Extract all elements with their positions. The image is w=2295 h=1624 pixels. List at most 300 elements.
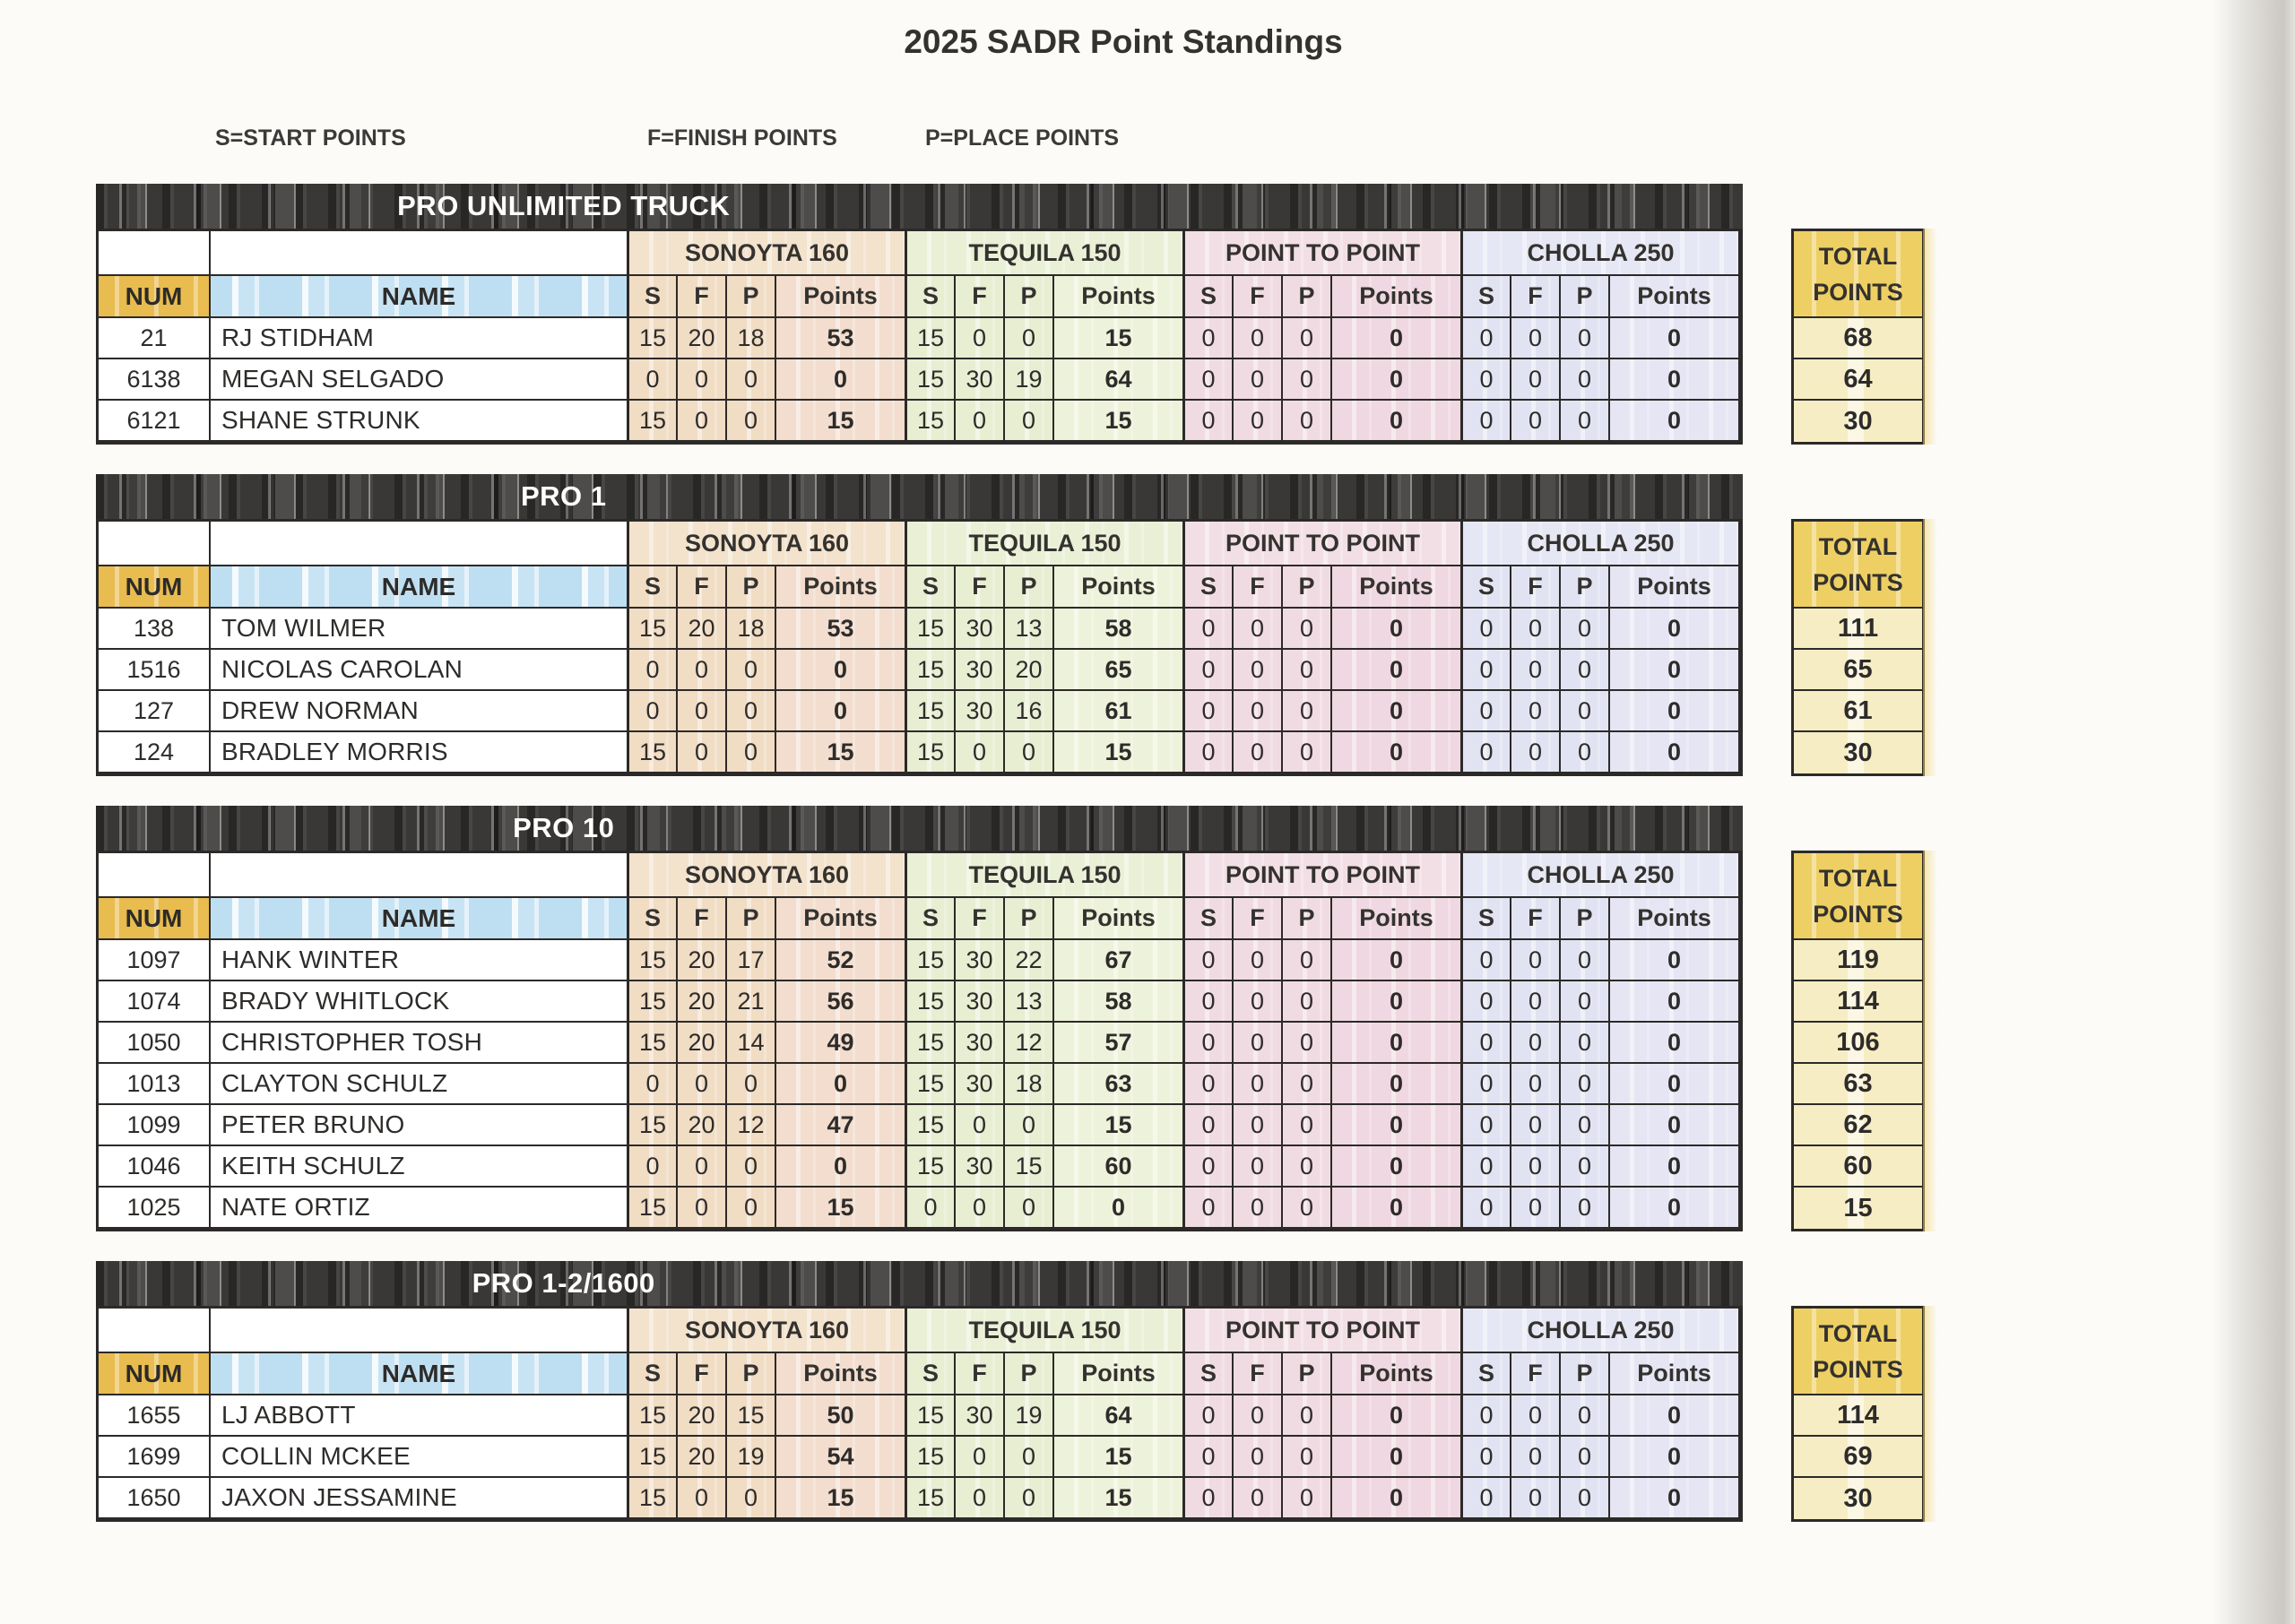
- race-points-cell: 0: [1610, 609, 1740, 650]
- race-points-cell: 0: [1332, 359, 1462, 401]
- points-grid: [96, 519, 1743, 776]
- race-score-cell: 30: [956, 1023, 1005, 1064]
- score-column-header: F: [956, 566, 1005, 609]
- race-score-cell: 0: [1184, 650, 1234, 691]
- score-column-header: Points: [1610, 276, 1740, 318]
- race-score-cell: 20: [678, 1395, 727, 1437]
- race-score-cell: 30: [956, 940, 1005, 981]
- race-score-cell: 0: [1561, 1064, 1610, 1105]
- score-column-header: S: [906, 1353, 956, 1395]
- race-score-cell: 0: [1234, 732, 1283, 773]
- score-column-header: Points: [1610, 566, 1740, 609]
- score-column-header: Points: [1332, 898, 1462, 940]
- race-score-cell: 30: [956, 359, 1005, 401]
- race-title: TEQUILA 150: [906, 1309, 1184, 1353]
- total-points-header: [1794, 522, 1922, 609]
- score-column-header: P: [1561, 276, 1610, 318]
- race-points-cell: 0: [1610, 359, 1740, 401]
- standings-tables: [96, 184, 1979, 1551]
- num-cell: 21: [99, 318, 211, 359]
- score-column-header: F: [1511, 276, 1561, 318]
- race-score-cell: 0: [1561, 609, 1610, 650]
- race-score-cell: 0: [1462, 1188, 1511, 1229]
- num-column-header: NUM: [99, 276, 211, 318]
- race-score-cell: 0: [1283, 318, 1332, 359]
- name-cell: BRADLEY MORRIS: [211, 732, 628, 773]
- score-column-header: S: [1184, 898, 1234, 940]
- race-score-cell: 0: [1511, 1395, 1561, 1437]
- race-score-cell: 16: [1005, 691, 1054, 732]
- name-cell: PETER BRUNO: [211, 1105, 628, 1146]
- score-column-header: F: [956, 898, 1005, 940]
- race-points-cell: 0: [1610, 732, 1740, 773]
- num-cell: 1046: [99, 1146, 211, 1188]
- name-cell: CHRISTOPHER TOSH: [211, 1023, 628, 1064]
- race-score-cell: 0: [956, 1105, 1005, 1146]
- race-title: POINT TO POINT: [1184, 853, 1462, 898]
- score-column-header: S: [906, 276, 956, 318]
- total-points-cell: 65: [1794, 650, 1922, 691]
- race-score-cell: 0: [1511, 1478, 1561, 1519]
- race-points-cell: 0: [776, 650, 906, 691]
- total-points-cell: 30: [1794, 1478, 1922, 1519]
- race-score-cell: 0: [1184, 981, 1234, 1023]
- race-score-cell: 14: [727, 1023, 776, 1064]
- score-column-header: S: [1462, 276, 1511, 318]
- total-header-line2: POINTS: [1813, 900, 1903, 928]
- race-score-cell: 0: [1234, 1188, 1283, 1229]
- race-score-cell: 0: [1511, 732, 1561, 773]
- race-points-cell: 53: [776, 609, 906, 650]
- race-score-cell: 0: [1283, 1146, 1332, 1188]
- race-points-cell: 53: [776, 318, 906, 359]
- race-score-cell: 0: [1184, 732, 1234, 773]
- race-score-cell: 0: [956, 318, 1005, 359]
- total-header-line1: TOTAL: [1818, 1319, 1898, 1347]
- race-score-cell: 21: [727, 981, 776, 1023]
- race-score-cell: 0: [1462, 1064, 1511, 1105]
- race-title: SONOYTA 160: [628, 231, 906, 276]
- race-score-cell: 0: [1234, 1437, 1283, 1478]
- score-column-header: F: [1234, 1353, 1283, 1395]
- total-header-line1: TOTAL: [1818, 864, 1898, 892]
- total-points-cell: 60: [1794, 1146, 1922, 1188]
- race-score-cell: 0: [1511, 609, 1561, 650]
- race-title: POINT TO POINT: [1184, 522, 1462, 566]
- score-column-header: F: [1511, 1353, 1561, 1395]
- race-score-cell: 0: [727, 650, 776, 691]
- race-score-cell: 20: [678, 609, 727, 650]
- race-points-cell: 0: [1610, 1146, 1740, 1188]
- race-score-cell: 18: [1005, 1064, 1054, 1105]
- total-header-line1: TOTAL: [1818, 532, 1898, 560]
- race-score-cell: 0: [1283, 691, 1332, 732]
- race-score-cell: 0: [1511, 359, 1561, 401]
- score-column-header: P: [727, 276, 776, 318]
- race-score-cell: 0: [678, 1478, 727, 1519]
- total-header-line2: POINTS: [1813, 278, 1903, 306]
- race-score-cell: 15: [906, 1146, 956, 1188]
- class-header-bar: [96, 184, 1743, 229]
- name-cell: LJ ABBOTT: [211, 1395, 628, 1437]
- race-score-cell: 0: [1184, 1437, 1234, 1478]
- points-grid: [96, 1306, 1743, 1522]
- race-score-cell: 0: [1511, 650, 1561, 691]
- total-points-header: [1794, 853, 1922, 940]
- race-score-cell: 0: [1561, 1188, 1610, 1229]
- total-points-header: [1794, 1309, 1922, 1395]
- race-score-cell: 15: [628, 732, 678, 773]
- race-points-cell: 0: [1332, 1478, 1462, 1519]
- name-cell: BRADY WHITLOCK: [211, 981, 628, 1023]
- race-points-cell: 15: [776, 1188, 906, 1229]
- name-column-header: NAME: [211, 566, 628, 609]
- race-points-cell: 0: [1332, 609, 1462, 650]
- score-column-header: P: [1005, 1353, 1054, 1395]
- class-name-label: PRO 1: [520, 480, 607, 512]
- total-points-cell: 61: [1794, 691, 1922, 732]
- race-points-cell: 15: [776, 401, 906, 442]
- num-column-header: NUM: [99, 1353, 211, 1395]
- race-score-cell: 0: [1511, 318, 1561, 359]
- race-score-cell: 15: [906, 318, 956, 359]
- race-score-cell: 20: [678, 940, 727, 981]
- score-column-header: F: [678, 898, 727, 940]
- name-cell: NICOLAS CAROLAN: [211, 650, 628, 691]
- name-cell: KEITH SCHULZ: [211, 1146, 628, 1188]
- score-column-header: Points: [1054, 276, 1184, 318]
- race-score-cell: 30: [956, 1146, 1005, 1188]
- race-points-cell: 0: [1610, 1478, 1740, 1519]
- score-column-header: S: [628, 276, 678, 318]
- race-points-cell: 0: [1610, 1188, 1740, 1229]
- race-score-cell: 12: [1005, 1023, 1054, 1064]
- race-score-cell: 15: [628, 1478, 678, 1519]
- total-points-cell: 64: [1794, 359, 1922, 401]
- total-points-cell: 119: [1794, 940, 1922, 981]
- race-score-cell: 0: [628, 650, 678, 691]
- name-column-header: NAME: [211, 1353, 628, 1395]
- race-points-cell: 57: [1054, 1023, 1184, 1064]
- score-column-header: S: [906, 898, 956, 940]
- race-score-cell: 0: [1561, 1105, 1610, 1146]
- score-column-header: Points: [776, 566, 906, 609]
- race-points-cell: 0: [1610, 940, 1740, 981]
- spacer-cell-num: [99, 853, 211, 898]
- race-score-cell: 15: [628, 609, 678, 650]
- race-points-cell: 0: [1610, 691, 1740, 732]
- race-points-cell: 0: [1332, 732, 1462, 773]
- score-column-header: Points: [1054, 566, 1184, 609]
- race-score-cell: 0: [1234, 318, 1283, 359]
- race-score-cell: 0: [1462, 1478, 1511, 1519]
- race-score-cell: 0: [1561, 981, 1610, 1023]
- race-points-cell: 15: [776, 1478, 906, 1519]
- race-points-cell: 0: [1332, 1188, 1462, 1229]
- score-column-header: P: [1561, 1353, 1610, 1395]
- race-points-cell: 58: [1054, 981, 1184, 1023]
- total-points-cell: 63: [1794, 1064, 1922, 1105]
- score-column-header: S: [1462, 898, 1511, 940]
- race-score-cell: 0: [1561, 1437, 1610, 1478]
- race-score-cell: 0: [1462, 940, 1511, 981]
- num-cell: 1099: [99, 1105, 211, 1146]
- race-points-cell: 0: [1610, 1023, 1740, 1064]
- race-points-cell: 0: [1332, 691, 1462, 732]
- race-score-cell: 0: [1462, 318, 1511, 359]
- total-points-block: [1791, 229, 1925, 445]
- num-cell: 1655: [99, 1395, 211, 1437]
- race-score-cell: 0: [1283, 401, 1332, 442]
- race-score-cell: 0: [727, 732, 776, 773]
- race-score-cell: 0: [1234, 1478, 1283, 1519]
- race-score-cell: 0: [678, 1188, 727, 1229]
- race-score-cell: 0: [1511, 401, 1561, 442]
- race-title: TEQUILA 150: [906, 522, 1184, 566]
- spacer-cell-name: [211, 231, 628, 276]
- race-score-cell: 0: [1511, 1437, 1561, 1478]
- score-column-header: S: [906, 566, 956, 609]
- race-score-cell: 0: [1283, 981, 1332, 1023]
- race-title: POINT TO POINT: [1184, 1309, 1462, 1353]
- race-points-cell: 0: [1332, 401, 1462, 442]
- race-points-cell: 15: [1054, 1437, 1184, 1478]
- total-points-block: [1791, 519, 1925, 776]
- race-score-cell: 0: [1462, 981, 1511, 1023]
- spacer-cell-num: [99, 1309, 211, 1353]
- score-column-header: Points: [776, 898, 906, 940]
- race-points-cell: 50: [776, 1395, 906, 1437]
- name-cell: TOM WILMER: [211, 609, 628, 650]
- score-column-header: Points: [776, 276, 906, 318]
- race-score-cell: 0: [956, 401, 1005, 442]
- race-score-cell: 15: [628, 1395, 678, 1437]
- scan-edge-shadow: [2213, 0, 2295, 1624]
- race-score-cell: 0: [1511, 1023, 1561, 1064]
- race-score-cell: 30: [956, 981, 1005, 1023]
- race-points-cell: 0: [1332, 981, 1462, 1023]
- legend-start-points: S=START POINTS: [215, 125, 406, 151]
- race-points-cell: 0: [1610, 650, 1740, 691]
- name-cell: COLLIN MCKEE: [211, 1437, 628, 1478]
- class-header-bar: [96, 1261, 1743, 1306]
- race-points-cell: 0: [1332, 1105, 1462, 1146]
- race-score-cell: 30: [956, 650, 1005, 691]
- race-score-cell: 0: [1283, 1105, 1332, 1146]
- race-score-cell: 0: [1234, 1395, 1283, 1437]
- race-score-cell: 0: [1234, 401, 1283, 442]
- race-score-cell: 0: [628, 1146, 678, 1188]
- class-standings-section: [96, 806, 1979, 1231]
- race-score-cell: 0: [1462, 1105, 1511, 1146]
- race-score-cell: 0: [1184, 1146, 1234, 1188]
- score-column-header: Points: [1054, 1353, 1184, 1395]
- name-cell: DREW NORMAN: [211, 691, 628, 732]
- name-cell: CLAYTON SCHULZ: [211, 1064, 628, 1105]
- race-score-cell: 0: [678, 1146, 727, 1188]
- name-cell: HANK WINTER: [211, 940, 628, 981]
- race-points-cell: 64: [1054, 1395, 1184, 1437]
- race-score-cell: 13: [1005, 609, 1054, 650]
- race-points-cell: 61: [1054, 691, 1184, 732]
- race-score-cell: 0: [1283, 1478, 1332, 1519]
- total-points-cell: 30: [1794, 732, 1922, 773]
- race-score-cell: 30: [956, 691, 1005, 732]
- race-score-cell: 0: [956, 732, 1005, 773]
- score-column-header: F: [956, 1353, 1005, 1395]
- score-column-header: Points: [1332, 566, 1462, 609]
- legend-finish-points: F=FINISH POINTS: [647, 125, 837, 151]
- score-column-header: P: [727, 1353, 776, 1395]
- race-score-cell: 0: [1561, 1395, 1610, 1437]
- race-score-cell: 0: [1283, 1395, 1332, 1437]
- race-score-cell: 0: [1511, 981, 1561, 1023]
- race-score-cell: 0: [678, 650, 727, 691]
- race-score-cell: 0: [1184, 1395, 1234, 1437]
- race-points-cell: 0: [776, 691, 906, 732]
- race-score-cell: 19: [1005, 1395, 1054, 1437]
- race-points-cell: 64: [1054, 359, 1184, 401]
- race-points-cell: 0: [1610, 1064, 1740, 1105]
- race-score-cell: 22: [1005, 940, 1054, 981]
- race-score-cell: 20: [678, 1023, 727, 1064]
- race-title: CHOLLA 250: [1462, 522, 1740, 566]
- num-cell: 124: [99, 732, 211, 773]
- race-score-cell: 30: [956, 1395, 1005, 1437]
- race-score-cell: 0: [1462, 732, 1511, 773]
- total-header-line1: TOTAL: [1818, 242, 1898, 270]
- name-cell: NATE ORTIZ: [211, 1188, 628, 1229]
- race-score-cell: 15: [628, 1437, 678, 1478]
- race-points-cell: 56: [776, 981, 906, 1023]
- race-score-cell: 20: [678, 1105, 727, 1146]
- race-score-cell: 0: [1283, 1064, 1332, 1105]
- score-column-header: F: [1511, 566, 1561, 609]
- race-score-cell: 12: [727, 1105, 776, 1146]
- race-points-cell: 15: [1054, 318, 1184, 359]
- score-column-header: Points: [1332, 1353, 1462, 1395]
- class-standings-section: [96, 184, 1979, 445]
- spacer-cell-num: [99, 522, 211, 566]
- race-points-cell: 0: [1332, 1146, 1462, 1188]
- race-score-cell: 15: [628, 318, 678, 359]
- score-column-header: S: [628, 566, 678, 609]
- score-column-header: F: [1511, 898, 1561, 940]
- race-points-cell: 15: [1054, 1478, 1184, 1519]
- race-score-cell: 15: [906, 1105, 956, 1146]
- race-title: SONOYTA 160: [628, 853, 906, 898]
- race-score-cell: 15: [628, 1023, 678, 1064]
- race-points-cell: 0: [1610, 1395, 1740, 1437]
- race-score-cell: 0: [956, 1478, 1005, 1519]
- race-points-cell: 0: [1610, 318, 1740, 359]
- race-title: TEQUILA 150: [906, 853, 1184, 898]
- race-score-cell: 19: [727, 1437, 776, 1478]
- race-score-cell: 0: [1234, 981, 1283, 1023]
- race-score-cell: 0: [1462, 359, 1511, 401]
- race-score-cell: 0: [1511, 1105, 1561, 1146]
- score-column-header: S: [1184, 1353, 1234, 1395]
- race-score-cell: 15: [727, 1395, 776, 1437]
- total-points-block: [1791, 1306, 1925, 1522]
- score-column-header: P: [727, 566, 776, 609]
- race-score-cell: 0: [1462, 1395, 1511, 1437]
- score-column-header: F: [1234, 276, 1283, 318]
- race-score-cell: 0: [1005, 1188, 1054, 1229]
- num-cell: 1050: [99, 1023, 211, 1064]
- total-points-cell: 30: [1794, 401, 1922, 442]
- race-title: CHOLLA 250: [1462, 231, 1740, 276]
- race-score-cell: 0: [1234, 940, 1283, 981]
- race-score-cell: 19: [1005, 359, 1054, 401]
- race-points-cell: 0: [1332, 1023, 1462, 1064]
- race-score-cell: 0: [727, 1064, 776, 1105]
- score-column-header: P: [1283, 1353, 1332, 1395]
- class-header-bar: [96, 474, 1743, 519]
- race-points-cell: 67: [1054, 940, 1184, 981]
- race-score-cell: 0: [1283, 1437, 1332, 1478]
- race-score-cell: 0: [1234, 1105, 1283, 1146]
- race-score-cell: 18: [727, 609, 776, 650]
- race-score-cell: 0: [1234, 691, 1283, 732]
- race-score-cell: 0: [1561, 1478, 1610, 1519]
- race-points-cell: 52: [776, 940, 906, 981]
- score-column-header: P: [1283, 276, 1332, 318]
- race-score-cell: 0: [1005, 732, 1054, 773]
- race-score-cell: 0: [1005, 1105, 1054, 1146]
- num-cell: 1013: [99, 1064, 211, 1105]
- race-score-cell: 0: [1511, 1146, 1561, 1188]
- num-cell: 1516: [99, 650, 211, 691]
- race-score-cell: 0: [1005, 318, 1054, 359]
- race-points-cell: 0: [776, 359, 906, 401]
- race-points-cell: 15: [776, 732, 906, 773]
- race-points-cell: 54: [776, 1437, 906, 1478]
- race-score-cell: 15: [906, 359, 956, 401]
- score-column-header: P: [1005, 566, 1054, 609]
- class-name-label: PRO UNLIMITED TRUCK: [397, 190, 731, 221]
- race-score-cell: 0: [678, 359, 727, 401]
- spacer-cell-name: [211, 853, 628, 898]
- race-score-cell: 0: [1283, 1023, 1332, 1064]
- race-points-cell: 0: [1332, 318, 1462, 359]
- race-score-cell: 20: [678, 1437, 727, 1478]
- total-points-cell: 15: [1794, 1188, 1922, 1229]
- race-score-cell: 15: [906, 1023, 956, 1064]
- class-name-label: PRO 10: [513, 812, 615, 843]
- race-score-cell: 0: [1234, 1064, 1283, 1105]
- race-score-cell: 15: [628, 1105, 678, 1146]
- race-score-cell: 0: [727, 1188, 776, 1229]
- race-score-cell: 0: [727, 1146, 776, 1188]
- race-points-cell: 0: [1610, 1437, 1740, 1478]
- race-score-cell: 0: [1561, 691, 1610, 732]
- num-cell: 127: [99, 691, 211, 732]
- spacer-cell-name: [211, 522, 628, 566]
- name-cell: RJ STIDHAM: [211, 318, 628, 359]
- num-cell: 1074: [99, 981, 211, 1023]
- race-score-cell: 20: [678, 981, 727, 1023]
- race-score-cell: 0: [678, 401, 727, 442]
- num-cell: 138: [99, 609, 211, 650]
- race-score-cell: 0: [1561, 1146, 1610, 1188]
- race-score-cell: 15: [906, 1395, 956, 1437]
- race-points-cell: 0: [1610, 1105, 1740, 1146]
- page-title: 2025 SADR Point Standings: [904, 23, 1343, 60]
- race-title: SONOYTA 160: [628, 1309, 906, 1353]
- race-score-cell: 15: [1005, 1146, 1054, 1188]
- race-score-cell: 0: [727, 401, 776, 442]
